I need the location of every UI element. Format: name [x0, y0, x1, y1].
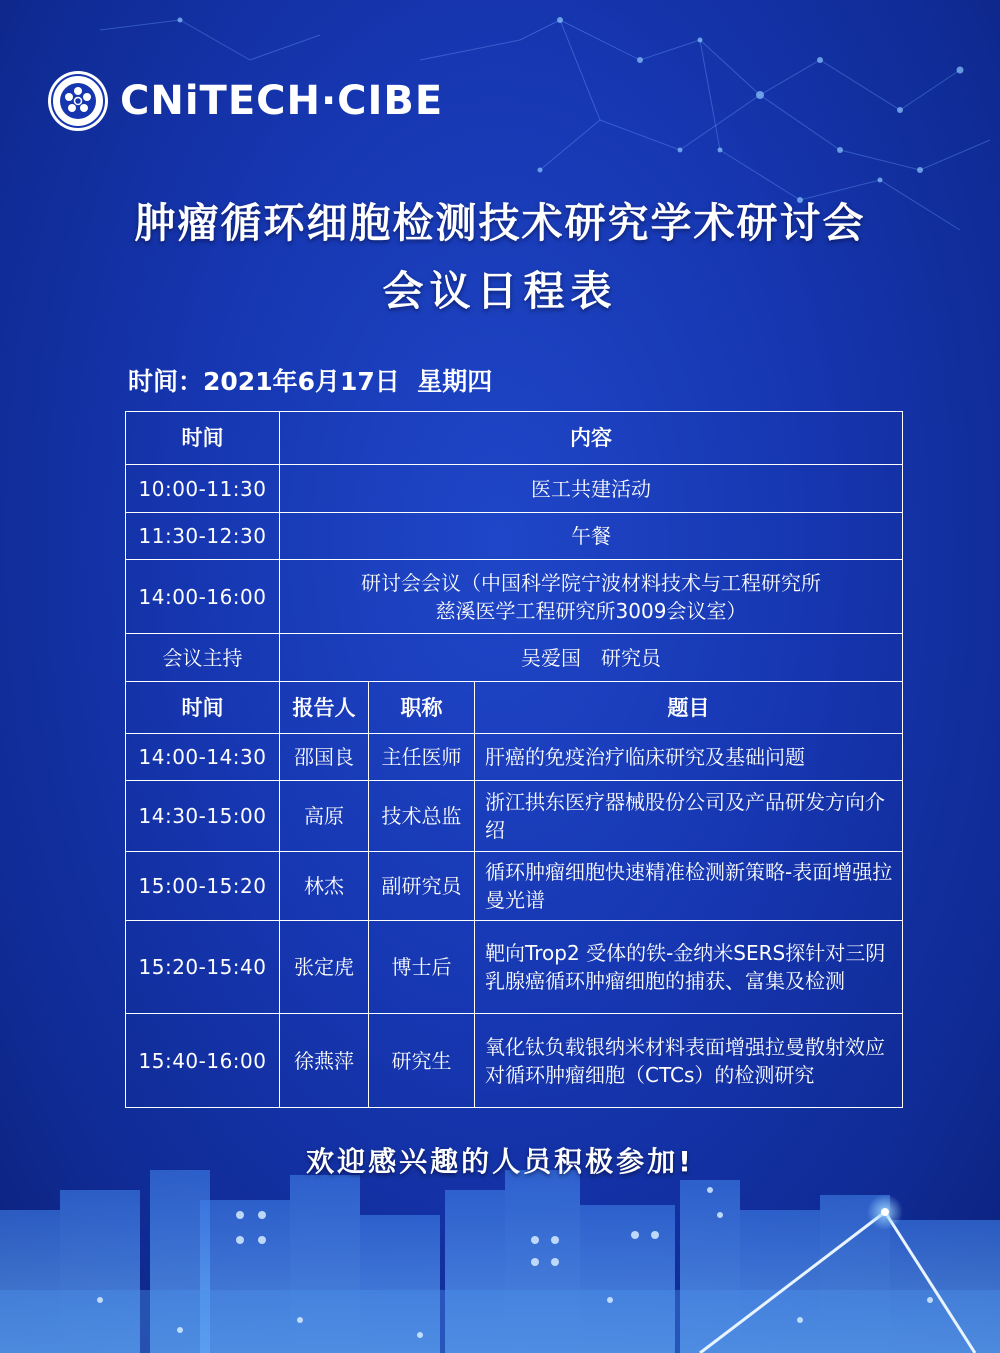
talk-topic: 浙江拱东医疗器械股份公司及产品研发方向介绍 — [475, 781, 903, 852]
host-value: 吴爱国 研究员 — [280, 634, 903, 682]
talk-time: 15:40-16:00 — [126, 1014, 280, 1108]
table-row — [126, 560, 903, 634]
talk-row — [126, 734, 903, 781]
talk-speaker: 张定虎 — [280, 921, 369, 1014]
talk-header-title: 职称 — [369, 682, 475, 734]
weekday: 星期四 — [417, 367, 493, 396]
row-content-line: 慈溪医学工程研究所3009会议室） — [435, 598, 747, 623]
talk-row — [126, 921, 903, 1014]
talk-title: 研究生 — [369, 1014, 475, 1108]
table-row — [126, 465, 903, 513]
date-label: 时间： — [128, 367, 204, 396]
event-title: 肿瘤循环细胞检测技术研究学术研讨会 — [134, 199, 866, 247]
talk-title: 技术总监 — [369, 781, 475, 852]
institute-seal-icon — [46, 69, 110, 133]
header-time: 时间 — [126, 412, 280, 465]
header-content: 内容 — [280, 412, 903, 465]
talk-time: 15:00-15:20 — [126, 852, 280, 921]
talk-speaker: 邵国良 — [280, 734, 369, 781]
row-content: 医工共建活动 — [280, 465, 903, 513]
talk-topic: 靶向Trop2 受体的铁-金纳米SERS探针对三阴乳腺癌循环肿瘤细胞的捕获、富集及检测 — [475, 921, 903, 1014]
talk-speaker: 高原 — [280, 781, 369, 852]
logo — [46, 68, 443, 134]
row-content-line: 研讨会会议（中国科学院宁波材料技术与工程研究所 — [361, 570, 821, 595]
table-header-row — [126, 412, 903, 465]
talk-speaker: 徐燕萍 — [280, 1014, 369, 1108]
talk-header-speaker: 报告人 — [280, 682, 369, 734]
talk-header-row — [126, 682, 903, 734]
talk-topic: 循环肿瘤细胞快速精准检测新策略-表面增强拉曼光谱 — [475, 852, 903, 921]
schedule-table — [125, 411, 903, 1108]
row-time: 10:00-11:30 — [126, 465, 280, 513]
talk-row — [126, 1014, 903, 1108]
schedule-title: 会议日程表 — [382, 267, 618, 315]
event-date — [128, 362, 492, 398]
talk-header-topic: 题目 — [475, 682, 903, 734]
welcome-message: 欢迎感兴趣的人员积极参加! — [306, 1145, 694, 1178]
row-time: 11:30-12:30 — [126, 513, 280, 560]
logo-text: CNiTECH·CIBE — [120, 78, 444, 124]
talk-time: 15:20-15:40 — [126, 921, 280, 1014]
talk-time: 14:30-15:00 — [126, 781, 280, 852]
talk-header-time: 时间 — [126, 682, 280, 734]
talk-row — [126, 781, 903, 852]
talk-title: 博士后 — [369, 921, 475, 1014]
row-content — [280, 560, 903, 634]
table-row — [126, 513, 903, 560]
row-time: 14:00-16:00 — [126, 560, 280, 634]
talk-speaker: 林杰 — [280, 852, 369, 921]
talk-row — [126, 852, 903, 921]
talk-topic: 氧化钛负载银纳米材料表面增强拉曼散射效应对循环肿瘤细胞（CTCs）的检测研究 — [475, 1014, 903, 1108]
talk-topic: 肝癌的免疫治疗临床研究及基础问题 — [475, 734, 903, 781]
talk-title: 主任医师 — [369, 734, 475, 781]
row-content: 午餐 — [280, 513, 903, 560]
talk-time: 14:00-14:30 — [126, 734, 280, 781]
talk-title: 副研究员 — [369, 852, 475, 921]
host-row — [126, 634, 903, 682]
host-label: 会议主持 — [126, 634, 280, 682]
date-value: 2021年6月17日 — [203, 367, 400, 396]
